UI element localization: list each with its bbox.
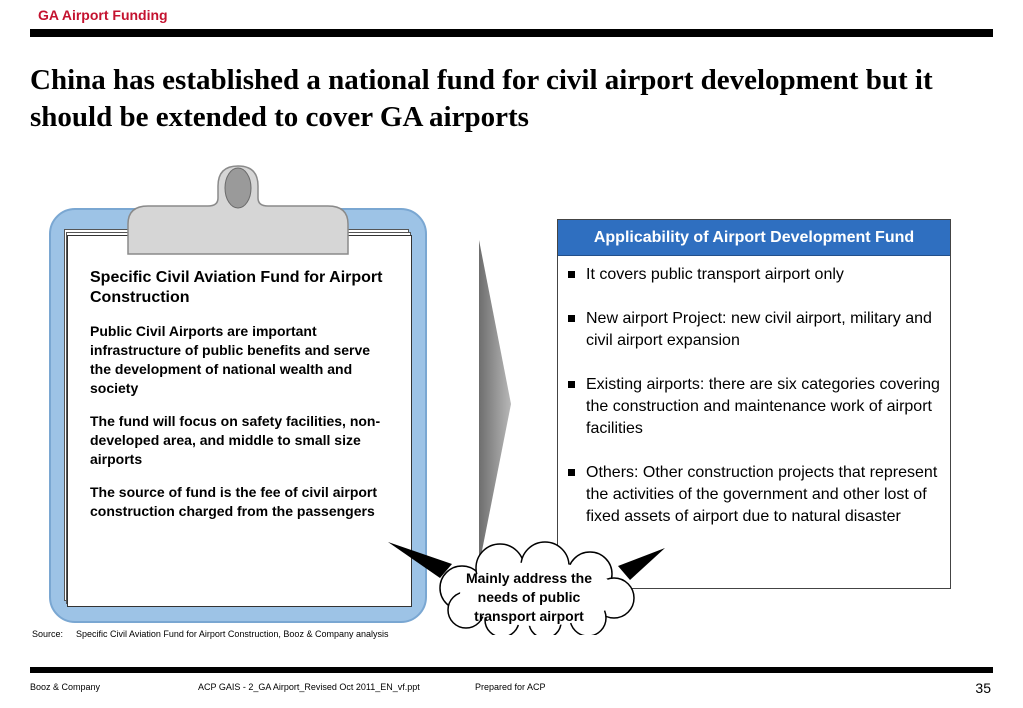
fund-paragraph: The source of fund is the fee of civil airport construction charged from the passengers	[90, 484, 378, 519]
clip-icon	[108, 162, 368, 258]
list-item-text: It covers public transport airport only	[586, 266, 844, 283]
list-item	[566, 308, 940, 352]
panel-header: Applicability of Airport Development Fund	[558, 220, 950, 256]
page-title: China has established a national fund for civil airport development but it should be extended to cover GA airports	[30, 64, 933, 133]
bullet-icon	[568, 315, 575, 322]
source-note	[32, 629, 388, 639]
footer-company: Booz & Company	[30, 682, 101, 692]
list-item-text: New airport Project: new civil airport, military and civil airport expansion	[586, 310, 932, 349]
chevron-right-icon	[475, 238, 515, 568]
bottom-divider	[30, 667, 993, 673]
callout-text: Mainly address the needs of public transport airport	[465, 570, 593, 624]
source-label: Source:	[32, 629, 64, 639]
bullet-icon	[568, 469, 575, 476]
fund-paragraph: The fund will focus on safety facilities, non-developed area, and middle to small size airports	[90, 413, 381, 467]
fund-paragraph: Public Civil Airports are important infrastructure of public benefits and serve the development of national wealth and society	[90, 323, 371, 396]
list-item-text: Existing airports: there are six categories covering the construction and maintenance work of airport facilities	[586, 376, 940, 437]
list-item	[566, 462, 940, 528]
list-item	[566, 374, 940, 440]
bullet-icon	[568, 271, 575, 278]
footer-file: ACP GAIS - 2_GA Airport_Revised Oct 2011_EN_vf.ppt	[198, 682, 420, 692]
fund-heading: Specific Civil Aviation Fund for Airport Construction	[90, 269, 383, 306]
applicability-list	[558, 256, 950, 528]
list-item	[566, 264, 940, 286]
clipboard-content	[90, 268, 390, 535]
list-item-text: Others: Other construction projects that represent the activities of the government and other lost of fixed assets of airport due to natural disaster	[586, 464, 938, 525]
source-text: Specific Civil Aviation Fund for Airport Construction, Booz & Company analysis	[76, 629, 389, 639]
section-tag: GA Airport Funding	[38, 7, 168, 23]
bullet-icon	[568, 381, 575, 388]
footer-prepared: Prepared for ACP	[475, 682, 546, 692]
page-number: 35	[975, 680, 991, 696]
top-divider	[30, 29, 993, 37]
